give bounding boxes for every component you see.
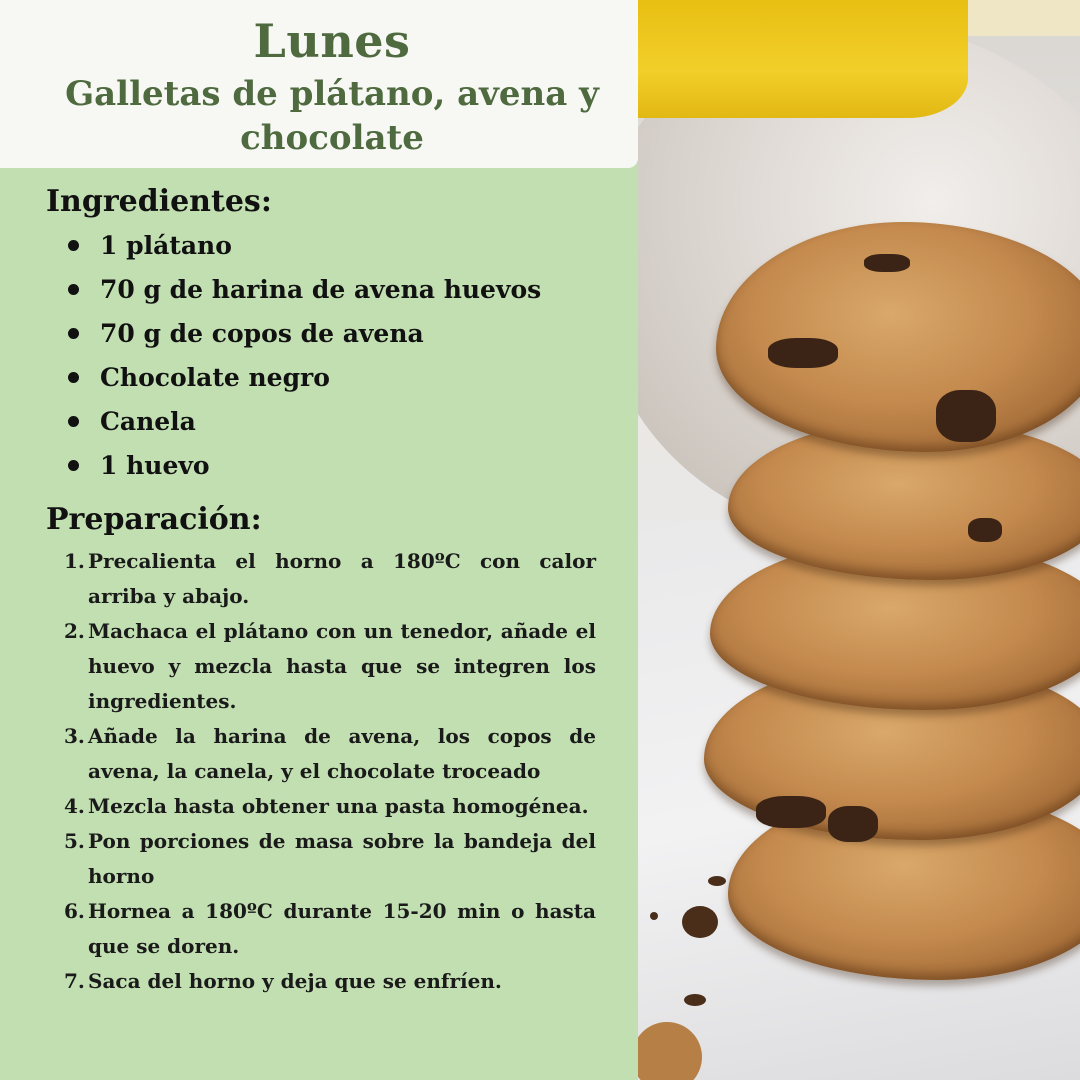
- ingredient-text: 1 plátano: [100, 231, 232, 260]
- chocolate-chip: [936, 390, 996, 442]
- step-number: 1.: [64, 549, 85, 573]
- ingredient-item: [68, 226, 541, 270]
- ingredient-text: 70 g de harina de avena huevos: [100, 275, 542, 304]
- chocolate-chip: [756, 796, 826, 828]
- step-text: Pon porciones de masa sobre la bandeja del horno: [88, 829, 596, 888]
- bullet-icon: [68, 328, 79, 339]
- crumb: [682, 906, 718, 938]
- bullet-icon: [68, 284, 79, 295]
- ingredient-item: [68, 314, 541, 358]
- step-item: [64, 824, 596, 894]
- chocolate-chip: [828, 806, 878, 842]
- step-text: Hornea a 180ºC durante 15-20 min o hasta que se doren.: [88, 899, 596, 958]
- ingredients-heading: Ingredientes:: [46, 184, 272, 219]
- step-number: 5.: [64, 829, 85, 853]
- step-text: Mezcla hasta obtener una pasta homogénea.: [88, 794, 589, 818]
- step-item: [64, 789, 596, 824]
- step-text: Machaca el plátano con un tenedor, añade el huevo y mezcla hasta que se integren los ingredientes.: [88, 619, 596, 713]
- preparation-heading: Preparación:: [46, 502, 262, 537]
- ingredient-text: 70 g de copos de avena: [100, 319, 424, 348]
- step-number: 7.: [64, 969, 85, 993]
- bullet-icon: [68, 240, 79, 251]
- step-number: 2.: [64, 619, 85, 643]
- bullet-icon: [68, 416, 79, 427]
- ingredient-text: Chocolate negro: [100, 363, 330, 392]
- ingredient-item: [68, 358, 541, 402]
- recipe-title: Galletas de plátano, avena y chocolate: [65, 74, 599, 158]
- crumb: [650, 912, 658, 920]
- step-number: 3.: [64, 724, 85, 748]
- ingredient-text: Canela: [100, 407, 196, 436]
- chocolate-chip: [968, 518, 1002, 542]
- step-item: [64, 964, 596, 999]
- step-item: [64, 894, 596, 964]
- bullet-icon: [68, 372, 79, 383]
- step-text: Añade la harina de avena, los copos de avena, la canela, y el chocolate troceado: [88, 724, 596, 783]
- banana-image: [638, 0, 968, 118]
- chocolate-chip: [864, 254, 910, 272]
- title-box: [0, 0, 638, 168]
- step-number: 4.: [64, 794, 85, 818]
- ingredient-item: [68, 270, 541, 314]
- crumb: [684, 994, 706, 1006]
- step-item: [64, 544, 596, 614]
- bullet-icon: [68, 460, 79, 471]
- background-highlight: [968, 0, 1080, 36]
- step-item: [64, 719, 596, 789]
- chocolate-chip: [768, 338, 838, 368]
- step-text: Saca del horno y deja que se enfríen.: [88, 969, 502, 993]
- ingredients-list: [68, 226, 541, 490]
- cookie-photo: [638, 0, 1080, 1080]
- ingredient-item: [68, 402, 541, 446]
- crumb: [708, 876, 726, 886]
- step-number: 6.: [64, 899, 85, 923]
- step-text: Precalienta el horno a 180ºC con calor arriba y abajo.: [88, 549, 596, 608]
- ingredient-item: [68, 446, 541, 490]
- preparation-steps: [64, 544, 596, 999]
- ingredient-text: 1 huevo: [100, 451, 210, 480]
- step-item: [64, 614, 596, 719]
- day-heading: Lunes: [253, 14, 411, 68]
